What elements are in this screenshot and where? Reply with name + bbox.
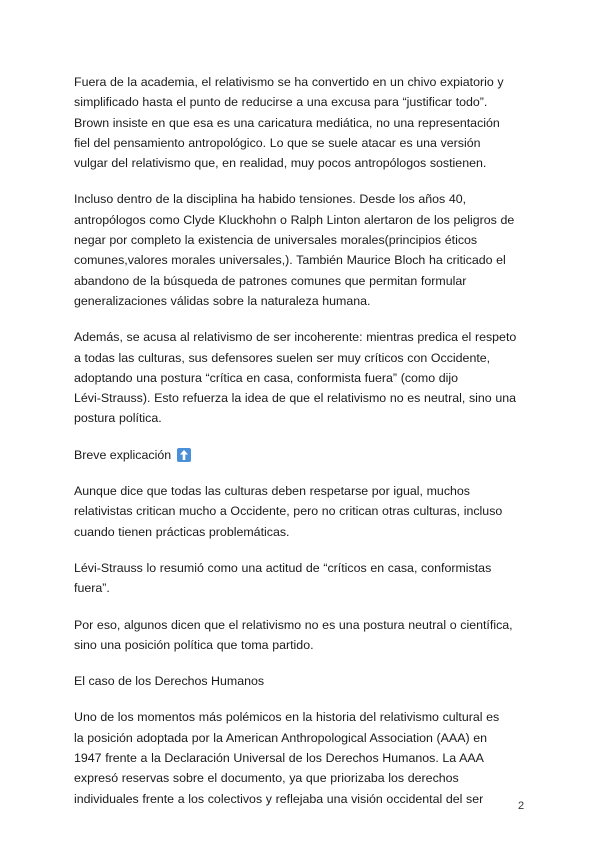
text-line: Fuera de la academia, el relativismo se ha convertido en un chivo expiatorio y — [74, 75, 504, 89]
brief-explanation-heading — [74, 445, 534, 465]
text-line: la posición adoptada por la American Anthropological Association (AAA) en — [74, 730, 488, 745]
paragraph-levi-strauss — [74, 558, 534, 599]
section-heading-derechos-humanos: El caso de los Derechos Humanos — [74, 674, 265, 689]
text-line: adoptando una postura “crítica en casa, conformista fuera” (como dijo — [74, 370, 459, 385]
paragraph-incoherente — [74, 327, 534, 428]
text-line: fuera”. — [74, 581, 110, 596]
text-line: abandono de la búsqueda de patrones comunes que permitan formular — [74, 273, 467, 288]
text-line: a todas las culturas, sus defensores suelen ser muy críticos con Occidente, — [74, 350, 491, 365]
text-line: vulgar del relativismo que, en realidad, muy pocos antropólogos sostienen. — [74, 156, 487, 171]
paragraph-aunque — [74, 481, 534, 542]
text-line: antropólogos como Clyde Kluckhohn o Ralph Linton alertaron de los peligros de — [74, 212, 515, 227]
text-line: negar por completo la existencia de universales morales(principios éticos — [74, 233, 478, 248]
text-line: 1947 frente a la Declaración Universal de los Derechos Humanos. La AAA — [74, 751, 484, 766]
text-line: Brown insiste en que esa es una caricatura mediática, no una representación — [74, 115, 500, 130]
up-arrow-icon — [177, 448, 191, 462]
text-line: Lévi-Strauss). Esto refuerza la idea de que el relativismo no es neutral, sino una — [74, 391, 517, 406]
brief-explanation-label: Breve explicación — [74, 447, 172, 462]
text-line: simplificado hasta el punto de reducirse a una excusa para “justificar todo”. — [74, 95, 488, 110]
paragraph-por-eso — [74, 615, 534, 656]
text-line: relativistas critican mucho a Occidente, pero no critican otras culturas, incluso — [74, 504, 503, 519]
page-body — [74, 72, 534, 825]
text-line: generalizaciones válidas sobre la naturaleza humana. — [74, 293, 371, 308]
text-line: Aunque dice que todas las culturas deben respetarse por igual, muchos — [74, 484, 470, 499]
text-line: expresó reservas sobre el documento, ya que priorizaba los derechos — [74, 771, 459, 786]
paragraph-academia — [74, 72, 534, 173]
text-line: postura política. — [74, 411, 162, 426]
paragraph-disciplina — [74, 189, 534, 311]
text-line: individuales frente a los colectivos y reflejaba una visión occidental del ser — [74, 791, 484, 806]
text-line: Incluso dentro de la disciplina ha habido tensiones. Desde los años 40, — [74, 192, 467, 207]
text-line: Además, se acusa al relativismo de ser incoherente: mientras predica el respeto — [74, 330, 517, 345]
text-line: comunes,valores morales universales,). También Maurice Bloch ha criticado el — [74, 253, 506, 268]
text-line: sino una posición política que toma partido. — [74, 637, 314, 652]
text-line: Por eso, algunos dicen que el relativismo no es una postura neutral o científica, — [74, 617, 513, 632]
text-line: cuando tienen prácticas problemáticas. — [74, 524, 290, 539]
page-number: 2 — [518, 800, 525, 812]
text-line: Uno de los momentos más polémicos en la historia del relativismo cultural es — [74, 710, 500, 725]
text-line: Lévi-Strauss lo resumió como una actitud de “críticos en casa, conformistas — [74, 560, 492, 575]
paragraph-derechos-humanos — [74, 707, 534, 808]
text-line: fiel del pensamiento antropológico. Lo que se suele atacar es una versión — [74, 135, 481, 150]
